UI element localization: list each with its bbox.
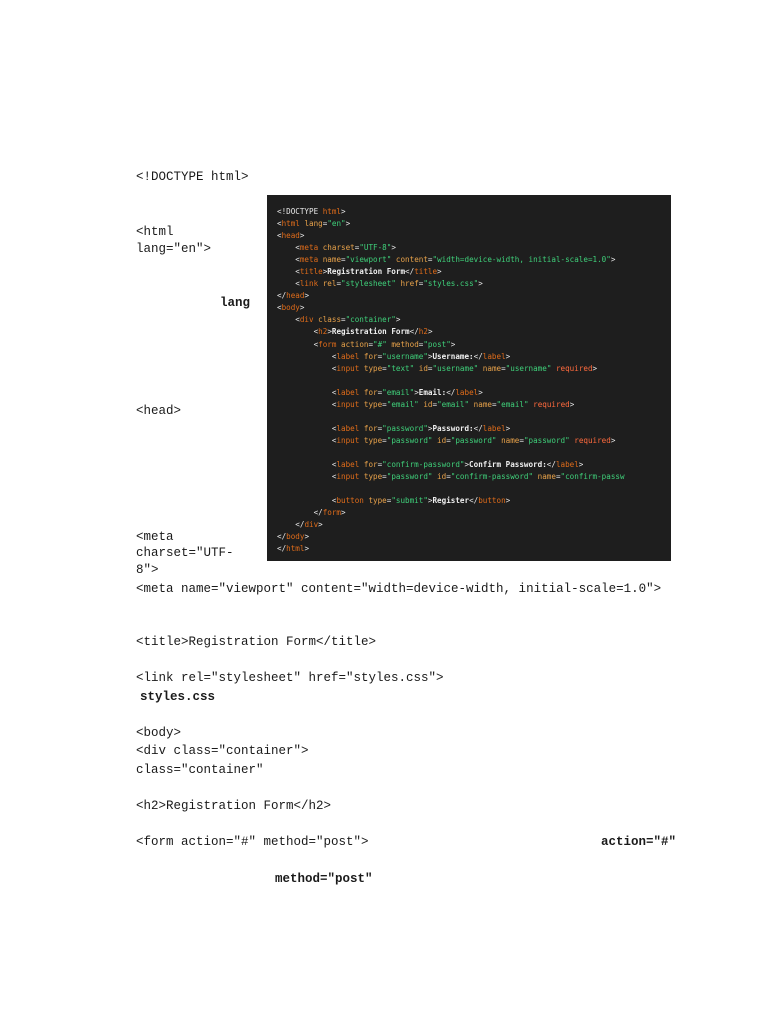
code-token: type xyxy=(368,496,387,506)
code-token: Email: xyxy=(418,387,447,397)
code-token: type xyxy=(363,435,383,445)
html-open-line-1: <html xyxy=(136,225,174,239)
method-label: method="post" xyxy=(275,872,373,886)
code-token: id xyxy=(423,399,433,409)
code-line xyxy=(277,266,671,278)
code-token: title xyxy=(414,267,438,277)
code-line xyxy=(277,278,671,290)
code-token: = xyxy=(336,279,342,289)
code-token: "styles.css" xyxy=(423,279,479,289)
code-line xyxy=(277,435,671,447)
code-token: "username" xyxy=(432,363,479,373)
code-token: = xyxy=(432,399,438,409)
code-line xyxy=(277,543,671,555)
code-token: "username" xyxy=(505,363,552,373)
code-token: < xyxy=(277,387,337,397)
code-line xyxy=(277,206,671,218)
code-line xyxy=(277,254,671,266)
code-token: type xyxy=(363,399,383,409)
code-token: > xyxy=(592,363,598,373)
code-line xyxy=(277,363,671,375)
head-line: <head> xyxy=(136,404,182,418)
code-token: > xyxy=(437,267,442,277)
code-token: input xyxy=(336,472,360,482)
code-token: < xyxy=(277,219,282,229)
code-token: "password" xyxy=(386,472,433,482)
lang-label: lang xyxy=(220,296,251,310)
code-token: > xyxy=(427,423,433,433)
code-token: div xyxy=(304,520,319,530)
code-token: > xyxy=(327,327,332,337)
code-token: > xyxy=(299,231,305,241)
form-line: <form action="#" method="post"> xyxy=(136,835,369,849)
code-token: > xyxy=(427,496,433,506)
code-token: label xyxy=(555,459,579,469)
code-token: for xyxy=(363,423,378,433)
code-token: </ xyxy=(277,520,305,530)
code-token: < xyxy=(277,435,337,445)
code-token: input xyxy=(336,399,360,409)
code-token: "UTF-8" xyxy=(359,243,392,253)
code-token: = xyxy=(382,472,387,482)
code-token: < xyxy=(277,496,337,506)
code-token: label xyxy=(336,351,360,361)
code-token: name xyxy=(322,255,342,265)
code-token: > xyxy=(322,267,328,277)
code-token: < xyxy=(277,315,300,325)
code-token: </ xyxy=(277,508,323,518)
code-token: id xyxy=(437,472,447,482)
code-token: "username" xyxy=(382,351,428,361)
code-token: > xyxy=(505,423,511,433)
code-token: > xyxy=(304,544,310,554)
code-token: form xyxy=(322,508,342,518)
code-token: title xyxy=(299,267,323,277)
code-token: </ xyxy=(405,267,415,277)
code-token: html xyxy=(322,207,342,216)
code-token: "confirm-passw xyxy=(560,472,625,482)
code-token: = xyxy=(368,339,374,349)
code-token: method xyxy=(391,339,419,349)
code-token: > xyxy=(505,351,511,361)
code-token: </ xyxy=(409,327,419,337)
code-token: required xyxy=(533,399,570,409)
code-token: </ xyxy=(469,496,479,506)
code-token: </ xyxy=(277,291,287,301)
code-token: < xyxy=(277,363,337,373)
meta-line-2: charset="UTF- xyxy=(136,546,234,560)
code-token: > xyxy=(505,496,511,506)
code-token: = xyxy=(322,219,328,229)
code-line xyxy=(277,423,671,435)
code-line xyxy=(277,531,671,543)
code-token: = xyxy=(341,255,346,265)
code-token: id xyxy=(418,363,428,373)
code-token: Registration Form xyxy=(331,327,410,337)
body-line: <body> xyxy=(136,726,182,740)
code-token: body xyxy=(281,303,300,313)
code-token: body xyxy=(286,532,305,542)
code-token: Register xyxy=(432,496,470,506)
code-token: "en" xyxy=(327,219,346,229)
code-token: charset xyxy=(322,243,355,253)
meta-viewport-line: <meta name="viewport" content="width=device-width, initial-scale=1.0"> xyxy=(136,582,662,596)
code-token: input xyxy=(336,363,360,373)
code-token: "email" xyxy=(437,399,470,409)
code-token: input xyxy=(336,435,360,445)
code-token: h2 xyxy=(318,327,328,337)
code-token: "confirm-password" xyxy=(450,472,534,482)
code-token: for xyxy=(363,351,378,361)
code-token: form xyxy=(318,339,337,349)
code-token: < xyxy=(277,303,282,313)
code-token: = xyxy=(427,363,433,373)
code-token: Password: xyxy=(432,423,474,433)
code-line xyxy=(277,399,671,411)
code-token: Registration Form xyxy=(327,267,406,277)
code-token: = xyxy=(377,459,383,469)
code-token: > xyxy=(478,387,483,397)
code-token: label xyxy=(336,387,360,397)
code-token: = xyxy=(341,315,346,325)
code-token: = xyxy=(382,399,387,409)
code-token: button xyxy=(478,496,506,506)
meta-line-3: 8"> xyxy=(136,563,159,577)
code-token: head xyxy=(281,231,300,241)
code-token: "email" xyxy=(386,399,419,409)
code-line xyxy=(277,483,671,495)
code-line xyxy=(277,351,671,363)
code-token: "password" xyxy=(386,435,433,445)
code-token: < xyxy=(277,327,319,337)
code-token: lang xyxy=(304,219,323,229)
code-token: > xyxy=(427,351,433,361)
code-token: </ xyxy=(473,351,483,361)
code-token: for xyxy=(363,459,378,469)
code-token: name xyxy=(501,435,520,445)
code-token: > xyxy=(341,207,346,216)
code-token: "container" xyxy=(345,315,396,325)
styles-label: styles.css xyxy=(140,690,216,704)
code-token: < xyxy=(277,267,300,277)
code-token: < xyxy=(277,423,337,433)
code-token: label xyxy=(482,423,506,433)
code-token: "password" xyxy=(523,435,570,445)
code-token: = xyxy=(386,496,392,506)
code-token: head xyxy=(286,291,305,301)
code-screenshot xyxy=(267,195,671,561)
class-label: class="container" xyxy=(136,763,264,777)
code-token: = xyxy=(555,472,561,482)
code-line xyxy=(277,375,671,387)
action-label: action="#" xyxy=(601,835,677,849)
code-token: "post" xyxy=(423,339,451,349)
code-token: > xyxy=(395,315,401,325)
code-token: = xyxy=(427,255,433,265)
code-token: href xyxy=(400,279,419,289)
code-token: > xyxy=(478,279,483,289)
code-line xyxy=(277,471,671,483)
code-token: < xyxy=(277,472,337,482)
code-token: meta xyxy=(299,243,319,253)
code-token: label xyxy=(336,423,360,433)
code-token: div xyxy=(299,315,314,325)
code-token: < xyxy=(277,351,337,361)
code-token: < xyxy=(277,459,337,469)
code-token: > xyxy=(341,508,346,518)
code-token: > xyxy=(610,255,616,265)
code-token: name xyxy=(473,399,492,409)
code-token: > xyxy=(318,520,323,530)
code-token: </ xyxy=(277,532,287,542)
code-token: > xyxy=(427,327,433,337)
code-token: < xyxy=(277,399,337,409)
code-token: Username: xyxy=(432,351,474,361)
code-token: link xyxy=(299,279,319,289)
code-token: <!DOCTYPE xyxy=(277,207,323,216)
code-token: > xyxy=(304,532,310,542)
code-token: = xyxy=(354,243,360,253)
code-token: type xyxy=(363,472,383,482)
code-line xyxy=(277,507,671,519)
code-token: button xyxy=(336,496,364,506)
code-token: = xyxy=(418,279,424,289)
code-token: = xyxy=(382,363,387,373)
code-token: = xyxy=(382,435,387,445)
code-line xyxy=(277,459,671,471)
code-token: "#" xyxy=(373,339,387,349)
code-token: "text" xyxy=(386,363,415,373)
code-token: < xyxy=(277,231,282,241)
code-token: = xyxy=(377,387,383,397)
code-token: = xyxy=(446,472,451,482)
code-token: < xyxy=(277,339,319,349)
code-token: = xyxy=(377,423,383,433)
code-token: name xyxy=(537,472,556,482)
code-token: "width=device-width, initial-scale=1.0" xyxy=(432,255,611,265)
code-token: rel xyxy=(322,279,337,289)
code-line xyxy=(277,447,671,459)
code-token: </ xyxy=(473,423,483,433)
code-token: "email" xyxy=(382,387,415,397)
code-line xyxy=(277,495,671,507)
code-line xyxy=(277,339,671,351)
code-token: "viewport" xyxy=(345,255,392,265)
code-line xyxy=(277,290,671,302)
code-token: "email" xyxy=(496,399,529,409)
code-token: content xyxy=(395,255,428,265)
code-line xyxy=(277,242,671,254)
code-token: label xyxy=(455,387,479,397)
code-line xyxy=(277,326,671,338)
code-token: > xyxy=(450,339,456,349)
code-token: </ xyxy=(277,544,287,554)
code-token: Confirm Password: xyxy=(469,459,547,469)
code-token: label xyxy=(482,351,506,361)
code-token: > xyxy=(610,435,616,445)
code-line xyxy=(277,387,671,399)
code-line xyxy=(277,519,671,531)
code-token: name xyxy=(482,363,502,373)
code-token: > xyxy=(304,291,310,301)
code-token: = xyxy=(519,435,524,445)
code-line xyxy=(277,302,671,314)
code-token: id xyxy=(437,435,447,445)
code-token: "submit" xyxy=(391,496,428,506)
title-line: <title>Registration Form</title> xyxy=(136,635,377,649)
code-token: html xyxy=(281,219,300,229)
code-token: = xyxy=(491,399,497,409)
code-token: > xyxy=(299,303,305,313)
code-token: = xyxy=(377,351,383,361)
code-token: "stylesheet" xyxy=(341,279,396,289)
code-token: required xyxy=(574,435,611,445)
code-token: < xyxy=(277,243,300,253)
code-token: < xyxy=(277,279,300,289)
div-line: <div class="container"> xyxy=(136,744,309,758)
code-token: > xyxy=(391,243,396,253)
code-token: action xyxy=(341,339,369,349)
code-token: > xyxy=(414,387,419,397)
code-token: = xyxy=(446,435,451,445)
code-line xyxy=(277,230,671,242)
code-token: label xyxy=(336,459,360,469)
h2-line: <h2>Registration Form</h2> xyxy=(136,799,332,813)
code-line xyxy=(277,314,671,326)
code-line xyxy=(277,411,671,423)
code-token: </ xyxy=(546,459,556,469)
code-token: "confirm-password" xyxy=(382,459,465,469)
code-token: = xyxy=(418,339,424,349)
code-token: "password" xyxy=(382,423,428,433)
code-token: > xyxy=(464,459,470,469)
code-token: type xyxy=(363,363,383,373)
doctype-line: <!DOCTYPE html> xyxy=(136,170,249,184)
code-token: </ xyxy=(446,387,456,397)
code-line xyxy=(277,218,671,230)
code-token: required xyxy=(555,363,593,373)
link-line: <link rel="stylesheet" href="styles.css"> xyxy=(136,671,444,685)
code-token: = xyxy=(501,363,506,373)
code-token: for xyxy=(363,387,378,397)
code-token: > xyxy=(569,399,575,409)
html-open-line-2: lang="en"> xyxy=(136,242,212,256)
meta-line-1: <meta xyxy=(136,530,174,544)
code-token: "password" xyxy=(450,435,497,445)
code-token: html xyxy=(286,544,305,554)
code-token: > xyxy=(578,459,584,469)
code-token: h2 xyxy=(418,327,428,337)
code-token: meta xyxy=(299,255,319,265)
code-token: < xyxy=(277,255,300,265)
code-token: > xyxy=(345,219,351,229)
code-token: class xyxy=(318,315,342,325)
